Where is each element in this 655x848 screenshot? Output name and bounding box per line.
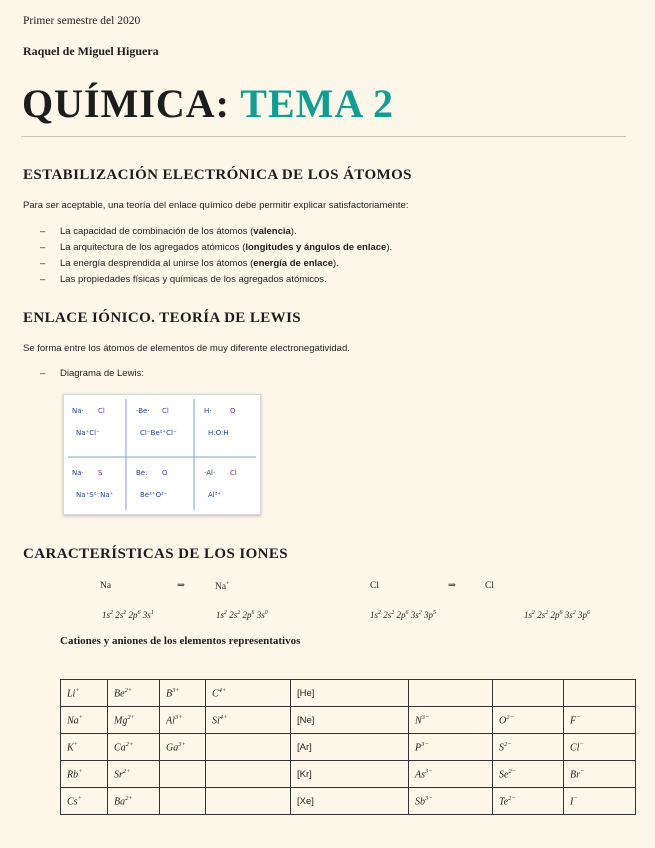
ion-symbol: [Ar]	[297, 742, 312, 754]
table-cell	[291, 761, 409, 788]
lewis-atom-b: Cl	[98, 407, 105, 415]
orbital: 2p	[240, 610, 252, 620]
chlorine-symbol: Cl	[370, 581, 379, 591]
section2-intro: Se forma entre los átomos de elementos de muy diferente electronegatividad.	[23, 343, 350, 354]
lewis-atom-a: ·Be·	[136, 407, 150, 415]
ion-symbol: Be	[114, 688, 125, 700]
ion-charge: 3−	[421, 713, 430, 721]
orbital: 2p	[126, 610, 138, 620]
ion-symbol: Ga	[166, 742, 179, 754]
bullet-text-bold: longitudes y ángulos de enlace	[245, 242, 387, 253]
table-cell	[206, 680, 291, 707]
lewis-atom-b: Cl	[162, 407, 169, 415]
bullet-text-pre: Las propiedades físicas y químicas de los agregados atómicos.	[60, 274, 327, 285]
ion-symbol: Br	[570, 769, 580, 781]
table-cell	[564, 734, 636, 761]
config-chlorine	[370, 610, 436, 620]
ion-table	[60, 679, 636, 815]
electron-count: 2	[418, 610, 422, 616]
table-cell	[493, 707, 564, 734]
bullet-text-post: ).	[333, 258, 339, 269]
table-cell	[108, 734, 160, 761]
ion-symbol: K	[67, 742, 74, 754]
lewis-atom-a: Na·	[72, 407, 84, 415]
ion-symbol: Cs	[67, 796, 78, 808]
table-row	[61, 707, 636, 734]
ion-symbol: Se	[499, 769, 509, 781]
table-cell	[291, 734, 409, 761]
table-cell	[291, 788, 409, 815]
table-row	[61, 734, 636, 761]
bullet-text-pre: La capacidad de combinación de los átomos (	[60, 226, 254, 237]
table-cell	[493, 761, 564, 788]
ion-charge: 3+	[172, 686, 180, 694]
ion-symbol: Si	[212, 715, 220, 727]
lewis-result: H:O:H	[208, 429, 229, 437]
table-row	[61, 761, 636, 788]
table-cell	[206, 788, 291, 815]
ion-charge: 3−	[425, 767, 433, 775]
section-heading-iones: CARACTERÍSTICAS DE LOS IONES	[23, 546, 289, 562]
ion-charge: 4+	[218, 686, 227, 694]
config-sodium-ion	[216, 610, 268, 620]
lewis-diagram-graphic	[64, 395, 260, 514]
table-cell	[206, 734, 291, 761]
orbital: 3p	[421, 610, 434, 620]
ion-symbol: Al	[166, 715, 175, 727]
list-item	[40, 240, 392, 256]
ion-charge: 3−	[425, 794, 433, 802]
config-chloride-ion	[524, 610, 590, 620]
orbital: 1s	[524, 610, 533, 620]
ion-symbol: Te	[499, 796, 509, 808]
table-cell	[108, 761, 160, 788]
ion-symbol: Li	[67, 688, 76, 700]
arrow-icon: ⇒	[448, 581, 456, 591]
orbital: 1s	[370, 610, 379, 620]
ion-charge: 2−	[508, 794, 516, 802]
sodium-ion	[215, 581, 229, 592]
electron-count: 2	[123, 610, 127, 616]
ion-symbol: Ba	[114, 796, 126, 808]
table-cell	[61, 734, 108, 761]
lewis-result: Cl⁻Be²⁺Cl⁻	[140, 429, 177, 437]
ion-charge: −	[573, 794, 578, 802]
electron-count: 0	[264, 610, 268, 616]
table-row	[61, 788, 636, 815]
lewis-atom-a: Be:	[136, 469, 148, 477]
ion-charge: 2−	[508, 767, 517, 775]
orbital: 3s	[562, 610, 573, 620]
bullet-text-pre: La arquitectura de los agregados atómicos (	[60, 242, 246, 253]
table-cell	[61, 761, 108, 788]
ion-symbol: Sr	[114, 769, 123, 781]
list-item	[40, 224, 392, 240]
section2-bullet-list	[40, 366, 144, 382]
ion-charge: 3+	[174, 713, 183, 721]
table-cell	[108, 788, 160, 815]
ion-charge: +	[73, 740, 79, 748]
title-main: QUÍMICA:	[22, 81, 230, 126]
ion-symbol: Na	[67, 715, 79, 727]
ion-table-heading: Cationes y aniones de los elementos representativos	[60, 635, 301, 647]
lewis-atom-b: O	[162, 469, 168, 477]
ion-symbol: As	[415, 769, 425, 781]
ion-charge: +	[75, 686, 80, 694]
ion-symbol: [Kr]	[297, 769, 312, 781]
lewis-diagram-image	[63, 394, 261, 515]
section-heading-enlace-ionico: ENLACE IÓNICO. TEORÍA DE LEWIS	[23, 310, 302, 326]
electron-count: 2	[532, 610, 536, 616]
title-accent: TEMA 2	[240, 81, 395, 126]
lewis-atom-a: ·Al·	[204, 469, 216, 477]
table-cell	[160, 734, 206, 761]
ion-symbol: B	[166, 688, 173, 700]
lewis-result: Al³⁺	[208, 491, 222, 499]
table-cell	[409, 680, 493, 707]
table-cell	[409, 788, 493, 815]
electron-count: 6	[587, 610, 591, 616]
table-cell	[206, 707, 291, 734]
ion-symbol: Cl	[570, 742, 580, 754]
title-divider	[21, 136, 626, 137]
ion-charge: +	[78, 713, 84, 721]
electron-count: 6	[251, 610, 255, 616]
ion-symbol: S	[499, 742, 504, 754]
list-item	[40, 366, 144, 382]
ion-charge: 3−	[421, 740, 429, 748]
list-item	[40, 272, 392, 288]
electron-count: 2	[378, 610, 382, 616]
ion-symbol: Sb	[415, 796, 425, 808]
table-cell	[493, 788, 564, 815]
table-cell	[61, 788, 108, 815]
orbital: 1s	[216, 610, 225, 620]
table-cell	[564, 788, 636, 815]
ion-symbol: F	[570, 715, 577, 727]
bullet-text-bold: energía de enlace	[253, 258, 334, 269]
arrow-icon: ⇒	[177, 581, 185, 591]
ion-symbol: P	[415, 742, 422, 754]
section-heading-estabilizacion: ESTABILIZACIÓN ELECTRÓNICA DE LOS ÁTOMOS	[23, 167, 412, 183]
table-cell	[108, 680, 160, 707]
lewis-result: Na⁺Cl⁻	[76, 429, 100, 437]
ion-symbol: [Ne]	[297, 715, 315, 727]
ion-charge: 2+	[125, 740, 134, 748]
electron-count: 2	[110, 610, 114, 616]
orbital: 3p	[575, 610, 588, 620]
table-cell	[291, 707, 409, 734]
bullet-dash: –	[40, 274, 46, 285]
bullet-text-bold: valencia	[253, 226, 291, 237]
table-cell	[409, 707, 493, 734]
electron-count: 2	[224, 610, 228, 616]
bullet-text: Diagrama de Lewis:	[60, 368, 144, 379]
ion-charge: 2−	[506, 713, 514, 721]
orbital: 2p	[548, 610, 560, 620]
ion-charge: 4+	[219, 713, 228, 721]
table-cell	[564, 761, 636, 788]
table-cell	[160, 680, 206, 707]
chloride-ion: Cl	[485, 581, 494, 591]
semester-label: Primer semestre del 2020	[23, 15, 141, 27]
table-cell	[160, 761, 206, 788]
orbital: 2s	[535, 610, 546, 620]
ion-charge: 2+	[122, 767, 131, 775]
electron-count: 6	[405, 610, 409, 616]
ion-charge: −	[576, 713, 581, 721]
ion-symbol: Mg	[114, 715, 128, 727]
ion-symbol: Rb	[67, 769, 79, 781]
ion-charge: +	[78, 767, 83, 775]
table-cell	[493, 734, 564, 761]
bullet-dash: –	[40, 242, 46, 253]
config-sodium	[102, 610, 154, 620]
orbital: 3s	[254, 610, 265, 620]
table-cell	[564, 680, 636, 707]
electron-count: 2	[572, 610, 576, 616]
bullet-text-post: ).	[290, 226, 297, 237]
orbital: 2s	[113, 610, 124, 620]
ion-symbol: [Xe]	[297, 796, 314, 808]
ion-symbol: C	[212, 688, 219, 700]
orbital: 3s	[408, 610, 419, 620]
orbital: 3s	[140, 610, 151, 620]
ion-charge: 2+	[127, 713, 135, 721]
ion-charge: −	[580, 767, 585, 775]
lewis-atom-a: H·	[204, 407, 212, 415]
ion-symbol: O	[499, 715, 507, 727]
section1-bullet-list	[40, 224, 392, 288]
electron-count: 2	[237, 610, 241, 616]
table-cell	[409, 761, 493, 788]
orbital: 2s	[227, 610, 238, 620]
bullet-dash: –	[40, 226, 46, 237]
table-cell	[108, 707, 160, 734]
lewis-atom-a: Na·	[72, 469, 84, 477]
ion-symbol: I	[570, 796, 574, 808]
lewis-atom-b: O	[230, 407, 236, 415]
list-item	[40, 256, 392, 272]
ion-charge: +	[77, 794, 82, 802]
ion-symbol: [He]	[297, 688, 315, 700]
page-title	[22, 80, 394, 127]
section1-intro: Para ser aceptable, una teoría del enlace químico debe permitir explicar satisfactoriamente:	[23, 200, 409, 211]
lewis-result: Na⁺S²⁻Na⁺	[76, 491, 114, 499]
table-cell	[61, 680, 108, 707]
electron-count: 2	[391, 610, 395, 616]
bullet-text-post: ).	[386, 242, 393, 253]
bullet-text-pre: La energía desprendida al unirse los átomos (	[60, 258, 254, 269]
ion-charge: −	[579, 740, 584, 748]
electron-count: 1	[150, 610, 154, 616]
table-cell	[409, 734, 493, 761]
lewis-atom-b: S	[98, 469, 103, 477]
electron-count: 2	[545, 610, 549, 616]
table-cell	[160, 788, 206, 815]
sodium-symbol: Na	[100, 581, 112, 591]
table-cell	[493, 680, 564, 707]
ion-symbol: N	[415, 715, 422, 727]
electron-count: 6	[559, 610, 563, 616]
table-row	[61, 680, 636, 707]
lewis-atom-b: Cl	[230, 469, 237, 477]
ion-charge: 2−	[504, 740, 512, 748]
lewis-result: Be²⁺O²⁻	[140, 491, 168, 499]
table-cell	[564, 707, 636, 734]
electron-count: 5	[433, 610, 437, 616]
table-cell	[61, 707, 108, 734]
ion-charge: 2+	[125, 794, 133, 802]
orbital: 1s	[102, 610, 111, 620]
orbital: 2s	[381, 610, 392, 620]
orbital: 2p	[394, 610, 406, 620]
ion-symbol: Ca	[114, 742, 126, 754]
bullet-dash: –	[40, 368, 46, 379]
sodium-ion-charge: +	[226, 581, 230, 587]
table-cell	[291, 680, 409, 707]
table-cell	[160, 707, 206, 734]
bullet-dash: –	[40, 258, 46, 269]
ion-charge: 3+	[178, 740, 186, 748]
ion-charge: 2+	[124, 686, 133, 694]
author-name: Raquel de Miguel Higuera	[23, 44, 159, 58]
table-cell	[206, 761, 291, 788]
electron-count: 6	[137, 610, 141, 616]
sodium-ion-symbol: Na	[215, 582, 227, 593]
